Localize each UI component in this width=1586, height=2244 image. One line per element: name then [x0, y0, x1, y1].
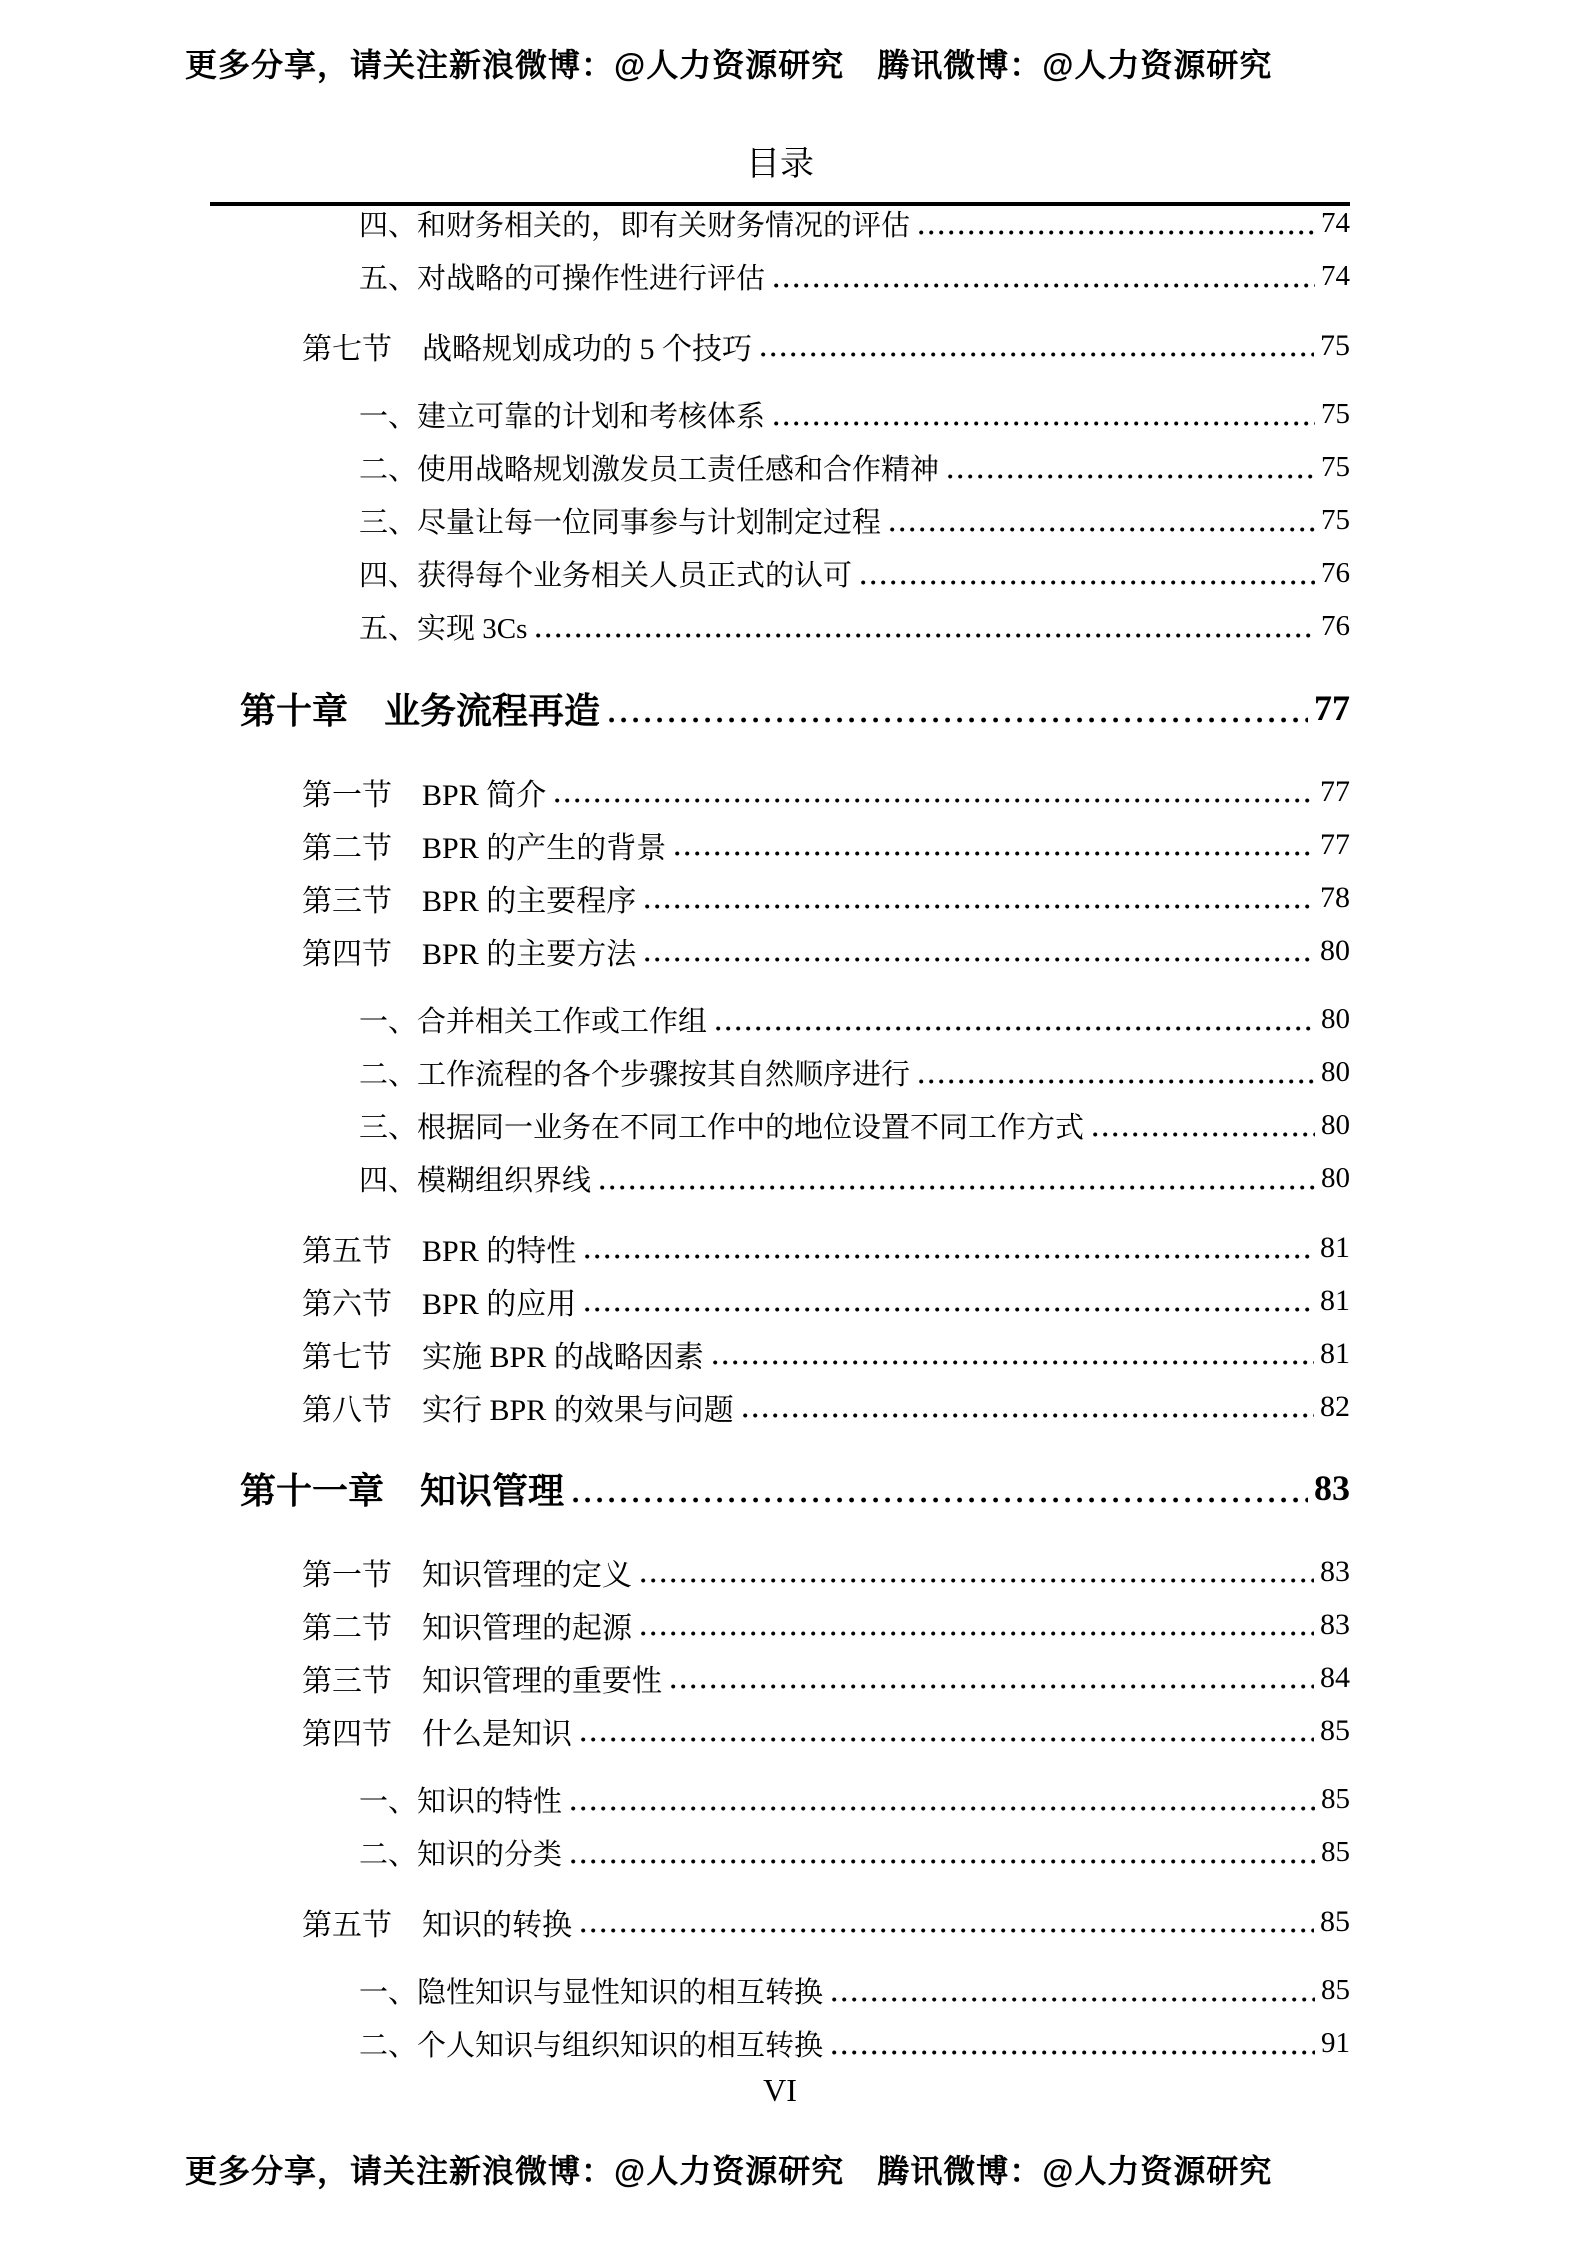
toc-page-number: 75 — [1321, 451, 1350, 483]
toc-dotted-leader — [919, 230, 1315, 235]
toc-dotted-leader — [555, 798, 1314, 803]
toc-entry-label: 一、建立可靠的计划和考核体系 — [359, 401, 766, 433]
toc-entry[interactable] — [210, 993, 1350, 1046]
toc-entry[interactable] — [210, 818, 1350, 871]
toc-entry-label: 第二节 BPR 的产生的背景 — [302, 831, 667, 865]
toc-entry[interactable] — [210, 765, 1350, 818]
toc-entry-label: 第一节 BPR 简介 — [302, 778, 547, 812]
toc-entry-label: 第二节 知识管理的起源 — [302, 1611, 632, 1645]
toc-entry[interactable] — [210, 1598, 1350, 1651]
toc-dotted-leader — [890, 527, 1315, 532]
toc-entry[interactable] — [210, 1704, 1350, 1757]
toc-entry-label: 第三节 知识管理的重要性 — [302, 1664, 662, 1698]
toc-entry-label: 三、尽量让每一位同事参与计划制定过程 — [359, 507, 882, 539]
toc-page-number: 83 — [1320, 1554, 1350, 1588]
toc-dotted-leader — [585, 1307, 1314, 1312]
toc-entry[interactable] — [210, 1457, 1350, 1519]
toc-dotted-leader — [713, 1360, 1314, 1365]
toc-dotted-leader — [948, 474, 1315, 479]
toc-page-number: 77 — [1320, 827, 1350, 861]
toc-entry[interactable] — [210, 924, 1350, 977]
toc-entry-label: 四、和财务相关的，即有关财务情况的评估 — [359, 210, 911, 242]
toc-entry-label: 第八节 实行 BPR 的效果与问题 — [302, 1393, 734, 1427]
toc-entry-label: 二、知识的分类 — [359, 1839, 563, 1871]
toc-dotted-leader — [645, 957, 1314, 962]
toc-page-number: 75 — [1321, 398, 1350, 430]
roman-page-number: VI — [763, 2072, 797, 2108]
toc-page-number: 80 — [1321, 1003, 1350, 1035]
toc-page-number: 85 — [1320, 1904, 1350, 1938]
toc-page-number: 85 — [1321, 1783, 1350, 1815]
toc-page-number: 80 — [1321, 1056, 1350, 1088]
toc-entry[interactable] — [210, 1380, 1350, 1433]
toc-entry[interactable] — [210, 494, 1350, 547]
toc-entry-label: 第四节 BPR 的主要方法 — [302, 937, 637, 971]
toc-entry[interactable] — [210, 1895, 1350, 1948]
toc-dotted-leader — [609, 717, 1308, 723]
toc-entry[interactable] — [210, 1964, 1350, 2017]
toc-entry-label: 一、合并相关工作或工作组 — [359, 1006, 708, 1038]
toc-entry-label: 一、知识的特性 — [359, 1786, 563, 1818]
toc-entry-label: 第十一章 知识管理 — [240, 1470, 565, 1511]
toc-page-number: 80 — [1321, 1109, 1350, 1141]
toc-entry[interactable] — [210, 871, 1350, 924]
toc-page-number: 74 — [1321, 260, 1350, 292]
toc-dotted-leader — [774, 283, 1315, 288]
toc-entry-label: 第十章 业务流程再造 — [240, 690, 601, 731]
toc-page-number: 80 — [1321, 1162, 1350, 1194]
toc-list — [210, 197, 1350, 2070]
toc-entry[interactable] — [210, 319, 1350, 372]
toc-entry-label: 二、使用战略规划激发员工责任感和合作精神 — [359, 454, 940, 486]
toc-dotted-leader — [573, 1497, 1308, 1503]
toc-entry-label: 第五节 BPR 的特性 — [302, 1234, 577, 1268]
page-title: 目录 — [746, 146, 814, 183]
footer-text: 更多分享，请关注新浪微博：@人力资源研究 腾讯微博：@人力资源研究 — [185, 2153, 1273, 2189]
toc-entry[interactable] — [210, 250, 1350, 303]
toc-dotted-leader — [761, 352, 1314, 357]
toc-entry-label: 第三节 BPR 的主要程序 — [302, 884, 637, 918]
toc-page-number: 85 — [1320, 1713, 1350, 1747]
toc-page-number: 83 — [1320, 1607, 1350, 1641]
toc-entry[interactable] — [210, 547, 1350, 600]
toc-page-number: 76 — [1321, 610, 1350, 642]
toc-entry[interactable] — [210, 600, 1350, 653]
toc-page-number: 76 — [1321, 557, 1350, 589]
toc-entry-label: 三、根据同一业务在不同工作中的地位设置不同工作方式 — [359, 1112, 1085, 1144]
toc-dotted-leader — [641, 1631, 1314, 1636]
toc-entry-label: 二、工作流程的各个步骤按其自然顺序进行 — [359, 1059, 911, 1091]
toc-entry[interactable] — [210, 441, 1350, 494]
toc-page-number: 81 — [1320, 1336, 1350, 1370]
toc-entry-label: 第四节 什么是知识 — [302, 1717, 572, 1751]
toc-dotted-leader — [585, 1254, 1314, 1259]
toc-entry-label: 第六节 BPR 的应用 — [302, 1287, 577, 1321]
toc-entry[interactable] — [210, 1545, 1350, 1598]
toc-entry[interactable] — [210, 1274, 1350, 1327]
toc-entry[interactable] — [210, 1826, 1350, 1879]
toc-entry[interactable] — [210, 677, 1350, 739]
toc-entry[interactable] — [210, 1327, 1350, 1380]
toc-dotted-leader — [645, 904, 1314, 909]
toc-dotted-leader — [600, 1185, 1315, 1190]
toc-page-number: 78 — [1320, 880, 1350, 914]
toc-page-number: 85 — [1321, 1836, 1350, 1868]
toc-entry-label: 四、模糊组织界线 — [359, 1165, 592, 1197]
toc-entry[interactable] — [210, 1152, 1350, 1205]
toc-page-number: 77 — [1320, 774, 1350, 808]
toc-dotted-leader — [581, 1737, 1314, 1742]
toc-page-number: 84 — [1320, 1660, 1350, 1694]
toc-dotted-leader — [832, 1997, 1315, 2002]
toc-dotted-leader — [536, 633, 1315, 638]
toc-page-number: 85 — [1321, 1974, 1350, 2006]
toc-page-number: 81 — [1320, 1230, 1350, 1264]
toc-dotted-leader — [919, 1079, 1315, 1084]
toc-dotted-leader — [832, 2050, 1315, 2055]
toc-entry[interactable] — [210, 2017, 1350, 2070]
toc-entry-label: 第一节 知识管理的定义 — [302, 1558, 632, 1592]
toc-page-number: 82 — [1320, 1389, 1350, 1423]
toc-entry-label: 一、隐性知识与显性知识的相互转换 — [359, 1977, 824, 2009]
toc-entry-label: 五、对战略的可操作性进行评估 — [359, 263, 766, 295]
toc-dotted-leader — [641, 1578, 1314, 1583]
toc-entry[interactable] — [210, 1651, 1350, 1704]
toc-entry-label: 第七节 实施 BPR 的战略因素 — [302, 1340, 704, 1374]
toc-page-number: 75 — [1320, 328, 1350, 362]
toc-page-number: 80 — [1320, 933, 1350, 967]
toc-dotted-leader — [774, 421, 1315, 426]
toc-page-number: 77 — [1314, 688, 1350, 728]
toc-page-number: 75 — [1321, 504, 1350, 536]
toc-entry[interactable] — [210, 1099, 1350, 1152]
toc-entry-label: 四、获得每个业务相关人员正式的认可 — [359, 560, 853, 592]
toc-dotted-leader — [716, 1026, 1315, 1031]
toc-entry[interactable] — [210, 1773, 1350, 1826]
toc-page-number: 83 — [1314, 1468, 1350, 1508]
toc-entry[interactable] — [210, 1046, 1350, 1099]
toc-dotted-leader — [581, 1928, 1314, 1933]
toc-entry[interactable] — [210, 197, 1350, 250]
header-text: 更多分享，请关注新浪微博：@人力资源研究 腾讯微博：@人力资源研究 — [185, 47, 1273, 83]
toc-dotted-leader — [1093, 1132, 1315, 1137]
toc-page-number: 74 — [1321, 207, 1350, 239]
toc-dotted-leader — [571, 1859, 1315, 1864]
toc-entry[interactable] — [210, 1221, 1350, 1274]
toc-entry-label: 五、实现 3Cs — [359, 613, 528, 645]
toc-entry-label: 第七节 战略规划成功的 5 个技巧 — [302, 332, 752, 366]
toc-dotted-leader — [671, 1684, 1314, 1689]
toc-entry-label: 第五节 知识的转换 — [302, 1908, 572, 1942]
toc-dotted-leader — [861, 580, 1315, 585]
toc-dotted-leader — [571, 1806, 1315, 1811]
toc-dotted-leader — [743, 1413, 1314, 1418]
toc-page-number: 81 — [1320, 1283, 1350, 1317]
toc-dotted-leader — [675, 851, 1314, 856]
toc-entry[interactable] — [210, 388, 1350, 441]
toc-entry-label: 二、个人知识与组织知识的相互转换 — [359, 2030, 824, 2062]
toc-page-number: 91 — [1321, 2027, 1350, 2059]
